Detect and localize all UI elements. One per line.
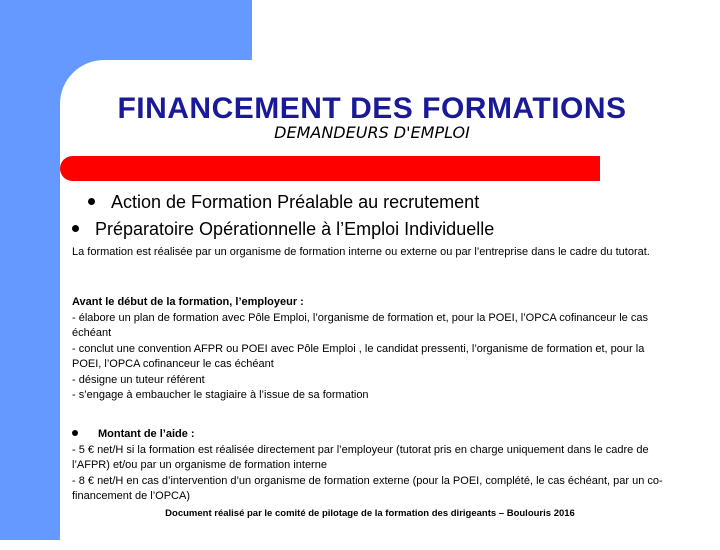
bullet-dot-icon [72,430,78,436]
list-item: - s’engage à embaucher le stagiaire à l’issue de sa formation [72,389,369,401]
bullet-text: Action de Formation Préalable au recrutement [111,192,480,212]
bullet-dot-icon [88,198,95,205]
list-item: - désigne un tuteur référent [72,373,205,386]
intro-paragraph [72,245,666,261]
aid-section [72,427,666,505]
aid-heading-line [72,427,666,443]
before-heading: Avant le début de la formation, l’employeur : [72,296,304,308]
intro-text: La formation est réalisée par un organisme de formation interne ou externe ou par l’entreprise dans le cadre du tutorat. [72,246,650,258]
slide-title: FINANCEMENT DES FORMATIONS [117,92,627,125]
bullet-dot-icon [72,225,79,232]
decorative-red-bar [60,156,600,181]
list-item: - 8 € net/H en cas d’intervention d’un organisme de formation externe (pour la POEI, complété, le cas échéant, par un co-financement de l’OPCA) [72,474,663,502]
before-section [72,295,666,404]
list-item: - élabore un plan de formation avec Pôle Emploi, l’organisme de formation et, pour la POEI, l’OPCA cofinanceur le cas échéant [72,311,648,339]
bullet-item-afpr [88,192,479,213]
bullet-item-poei [72,219,494,240]
slide-subtitle: DEMANDEURS D'EMPLOI [274,123,470,142]
footer-credit: Document réalisé par le comité de pilotage de la formation des dirigeants – Boulouris 2016 [165,508,575,519]
list-item: - 5 € net/H si la formation est réalisée directement par l’employeur (tutorat pris en charge uniquement dans le cadre de l’AFPR) et/ou par un organisme de formation interne [72,443,649,471]
aid-heading: Montant de l’aide : [98,428,195,440]
bullet-text: Préparatoire Opérationnelle à l’Emploi Individuelle [95,219,495,239]
list-item: - conclut une convention AFPR ou POEI avec Pôle Emploi , le candidat pressenti, l’organisme de formation et, pour la POEI, l’OPCA cofinanceur le cas échéant [72,342,645,370]
